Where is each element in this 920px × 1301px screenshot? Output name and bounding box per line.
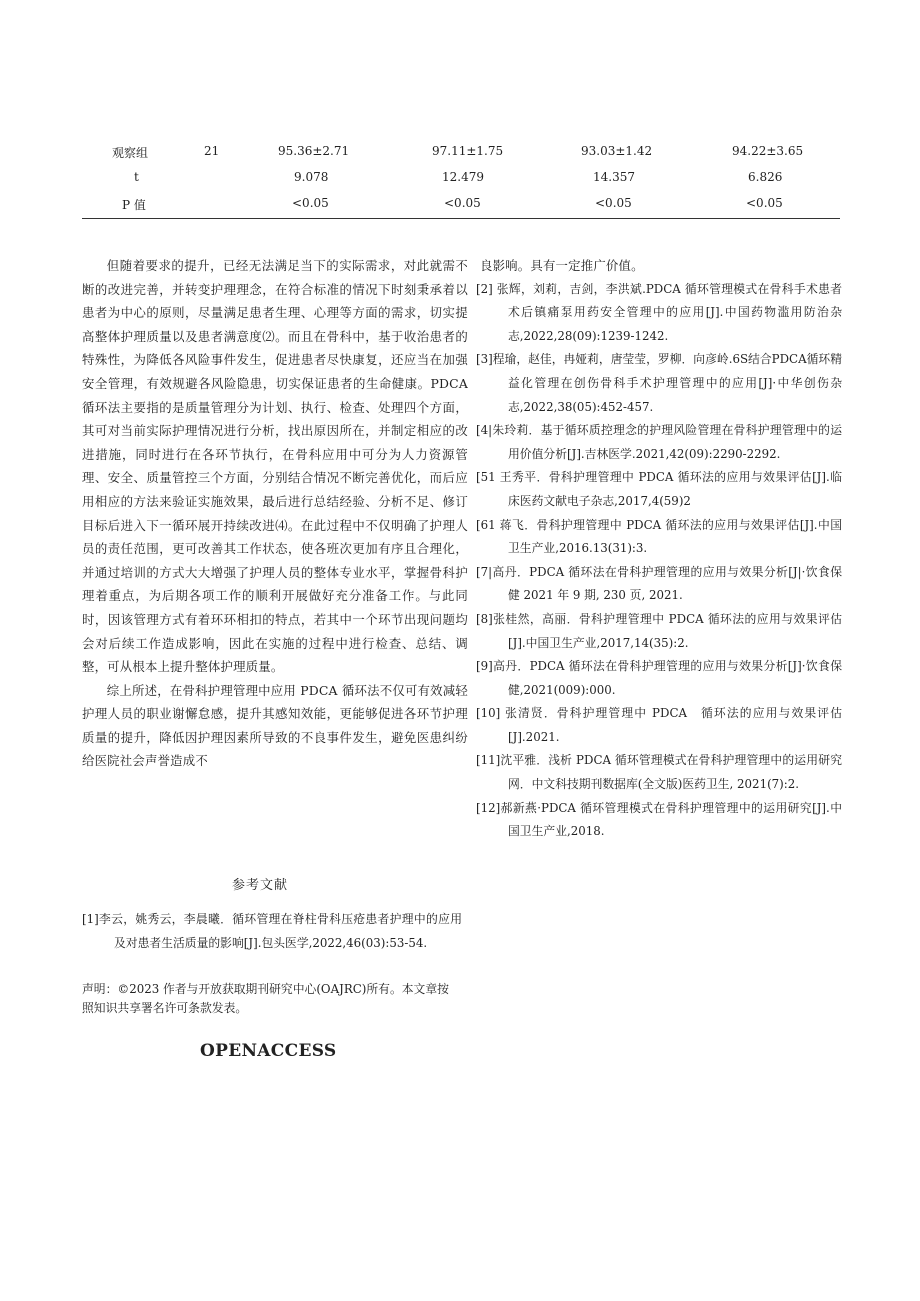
body-paragraph: 但随着要求的提升，已经无法满足当下的实际需求，对此就需不断的改进完善，并转变护理理念，在符合标准的情况下时刻秉承着以患者为中心的原则，尽量满足患者生理、心理等方面的需求，切实提高整体护理质量以及患者满意度⑵。而且在骨科中，基于收治患者的特殊性，为降低各风险事件发生，促进患者尽快康复，还应当在加强安全管理，有效规避各风险隐患，切实保证患者的生命健康。PDCA 循环法主要指的是质量管理分为计划、执行、检查、处理四个方面，其可对当前实际护理情况进行分析，找出原因所在，并制定相应的改进措施，同时进行在各环节执行，在骨科应用中可分为人力资源管理、安全、质量管控三个方面，分别结合情况不断完善优化，而后应用相应的方法来验证实施效果，最后进行总结经验、分析不足、修订目标后进入下一循环展开持续改进⑷。在此过程中不仅明确了护理人员的责任范围，更可改善其工作状态，使各班次更加有序且合理化，并通过培训的方式大大增强了护理人员的整体专业水平，掌握骨科护理着重点，为后期各项工作的顺利开展做好充分准备工作。与此同时，因该管理方式有着环环相扣的特点，若其中一个环节出现问题均会对后续工作造成影响，因此在实施的过程中进行检查、总结、调整，可从根本上提升整体护理质量。 [82, 258, 481, 675]
reference-item: [12]郝新燕·PDCA 循环管理模式在骨科护理管理中的运用研究[J].中国卫生产业,2018. [476, 800, 842, 839]
table-cell-v2: <0.05 [444, 196, 481, 210]
right-column [476, 254, 842, 844]
reference-item: [11]沈平雅．浅析 PDCA 循环管理模式在骨科护理管理中的运用研究网．中文科技期刊数据库(全文版)医药卫生, 2021(7):2. [476, 753, 842, 792]
results-table [82, 138, 840, 216]
continuation-paragraph: 良影响。具有一定推广价值。 [480, 258, 644, 273]
table-cell-v2: 12.479 [442, 170, 484, 184]
table-cell-group: 观察组 [112, 146, 149, 160]
open-access-label: OPENACCESS [200, 1041, 337, 1061]
table-cell-v1: <0.05 [292, 196, 329, 210]
reference-item: [61 蒋飞．骨科护理管理中 PDCA 循环法的应用与效果评估[J].中国卫生产业,2016.13(31):3. [476, 517, 842, 556]
table-row [82, 190, 840, 216]
table-cell-v3: 14.357 [593, 170, 635, 184]
copyright-statement: 声明：©2023 作者与开放获取期刊研究中心(OAJRC)所有。本文章按照知识共享署名许可条款发表。 [82, 982, 449, 1015]
reference-item: [1]李云，姚秀云，李晨曦．循环管理在脊柱骨科压疮患者护理中的应用及对患者生活质量的影响[J].包头医学,2022,46(03):53-54. [82, 912, 462, 950]
left-column [82, 254, 481, 773]
reference-item: [10] 张清贤．骨科护理管理中 PDCA 循环法的应用与效果评估[J].2021. [476, 706, 842, 744]
reference-item: [9]高丹．PDCA 循环法在骨科护理管理的应用与效果分析[J]·饮食保健,2021(009):000. [476, 659, 842, 697]
reference-item: [51 王秀平．骨科护理管理中 PDCA 循环法的应用与效果评估[J].临床医药文献电子杂志,2017,4(59)2 [476, 470, 842, 508]
table-cell-group: P 值 [122, 198, 146, 212]
table-cell-group: t [134, 170, 139, 184]
table-cell-v1: 95.36±2.71 [278, 144, 350, 158]
table-bottom-rule [82, 218, 840, 219]
table-cell-v1: 9.078 [294, 170, 329, 184]
conclusion-paragraph: 综上所述，在骨科护理管理中应用 PDCA 循环法不仅可有效减轻护理人员的职业谢懈怠感，提升其感知效能，更能够促进各环节护理质量的提升，降低因护理因素所导致的不良事件发生，避免医患纠纷给医院社会声誉造成不 [82, 682, 468, 769]
reference-item: [8]张桂然，高丽．骨科护理管理中 PDCA 循环法的应用与效果评估[J].中国卫生产业,2017,14(35):2. [476, 611, 842, 650]
table-cell-v3: <0.05 [595, 196, 632, 210]
table-cell-n: 21 [204, 144, 220, 158]
table-cell-v3: 93.03±1.42 [581, 144, 653, 158]
reference-item: [4|朱玲莉．基于循环质控理念的护理风险管理在骨科护理管理中的运用价值分析[J].吉林医学.2021,42(09):2290-2292. [476, 423, 842, 461]
left-references [82, 908, 462, 955]
reference-item: [2] 张辉，刘莉，吉剑，李洪斌.PDCA 循环管理模式在骨科手术患者术后镇痛泵用药安全管理中的应用[J].中国药物滥用防治杂志,2022,28(09):1239-1242. [476, 281, 842, 343]
table-cell-v2: 97.11±1.75 [432, 144, 504, 158]
table-cell-v4: <0.05 [746, 196, 783, 210]
reference-item: [7|高丹．PDCA 循环法在骨科护理管理的应用与效果分析[J|·饮食保健 2021 年 9 期, 230 页, 2021. [476, 564, 842, 603]
table-row [82, 138, 840, 164]
table-cell-v4: 94.22±3.65 [732, 144, 804, 158]
references-heading: 参考文献 [232, 878, 289, 893]
table-cell-v4: 6.826 [748, 170, 783, 184]
table-row [82, 164, 840, 190]
reference-item: [3]程瑜，赵佳，冉娅莉，唐莹莹，罗柳．向彦岭.6S结合PDCA循环精益化管理在创伤骨科手术护理管理中的应用[J]·中华创伤杂志,2022,38(05):452-457. [476, 352, 842, 414]
